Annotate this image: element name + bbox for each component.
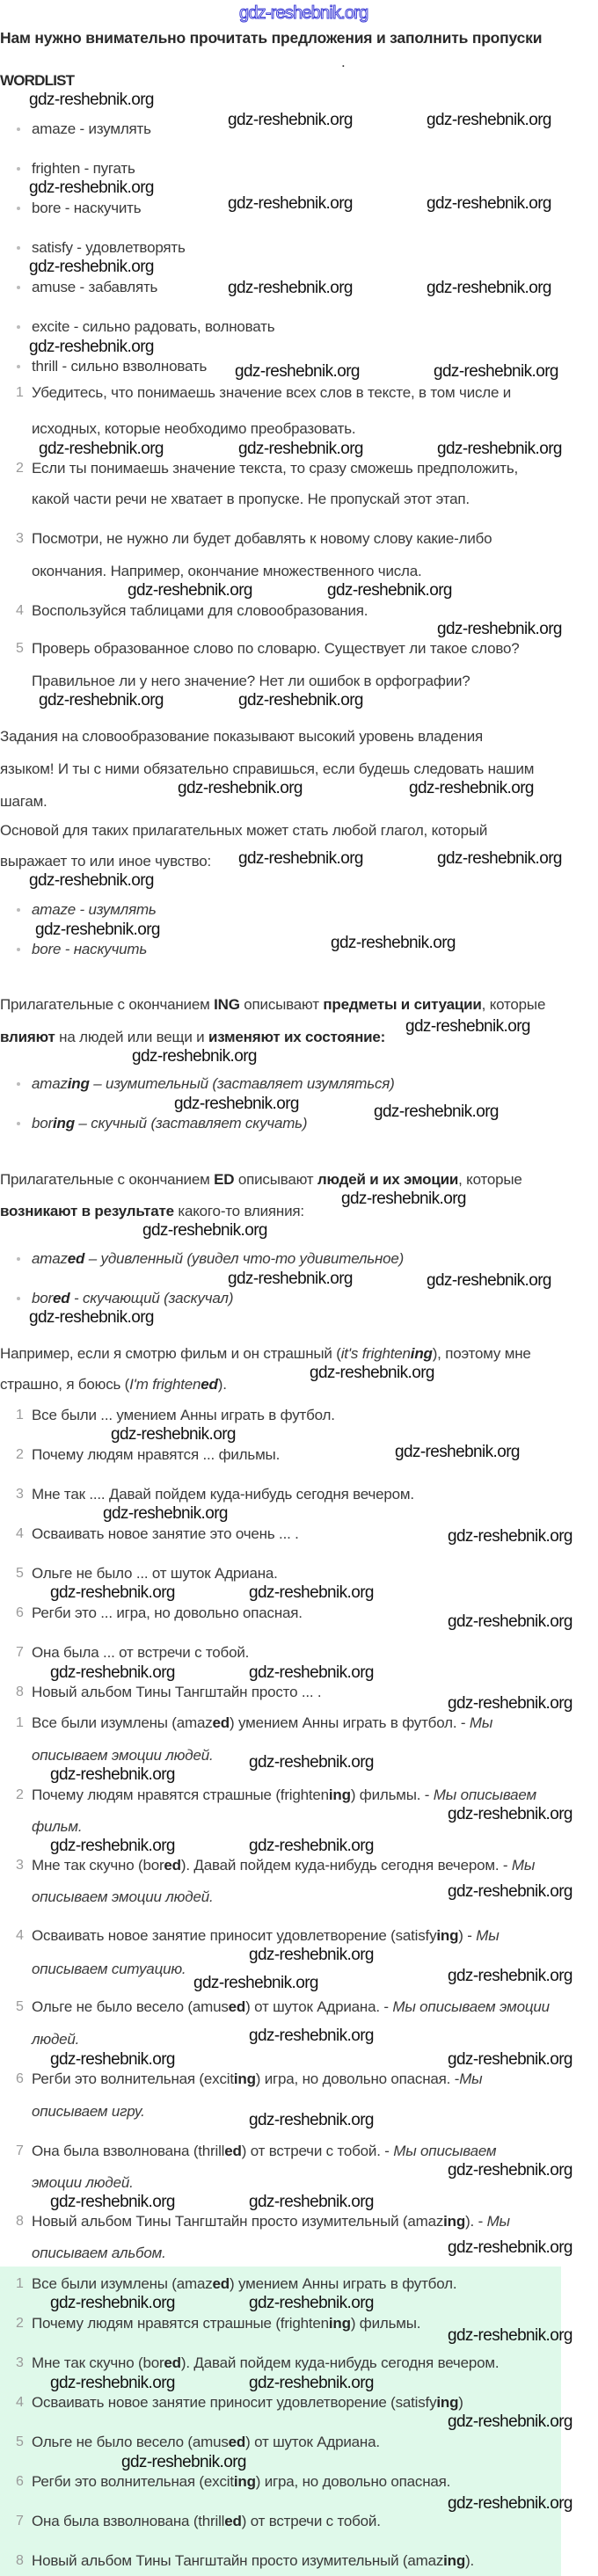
list-number: 2 [16, 2316, 24, 2331]
text-segment: Почему людям нравятся страшные (frighten [32, 2315, 329, 2332]
bullet-icon [17, 365, 20, 368]
list-number: 5 [16, 1566, 24, 1581]
list-number: 2 [16, 1787, 24, 1802]
list-number: 2 [16, 1447, 24, 1462]
list-number: 7 [16, 2514, 24, 2529]
final-answer [32, 2512, 381, 2531]
list-number: 4 [16, 2395, 24, 2410]
text-segment: ING [214, 996, 240, 1013]
text-segment: ing [410, 1345, 433, 1362]
header-watermark-logo: gdz-reshebnik.org [239, 4, 368, 23]
text-segment: Осваивать новое занятие приносит удовлетворение (satisfy [32, 2394, 437, 2411]
watermark-text: gdz-reshebnik.org [142, 1221, 267, 1240]
bullet-icon [17, 207, 20, 210]
watermark-text: gdz-reshebnik.org [409, 779, 534, 797]
text-segment: влияют [0, 1029, 55, 1045]
final-answer [32, 2551, 474, 2571]
text-segment: ed [164, 2354, 181, 2371]
text-segment: людей. [32, 2031, 80, 2048]
text-segment: ed [67, 1250, 85, 1267]
text-segment: на людей или вещи и [55, 1029, 208, 1045]
watermark-text: gdz-reshebnik.org [448, 2494, 572, 2513]
task-item: Регби это ... игра, но довольно опасная. [32, 1605, 303, 1621]
task-item: Все были ... умением Анны играть в футбол. [32, 1407, 335, 1423]
watermark-text: gdz-reshebnik.org [437, 620, 562, 638]
basis-paragraph-line: Основой для таких прилагательных может стать любой глагол, который [0, 822, 488, 839]
text-segment: Мы [476, 1927, 500, 1944]
list-number: 5 [16, 641, 24, 656]
watermark-text: gdz-reshebnik.org [228, 1270, 353, 1288]
watermark-text: gdz-reshebnik.org [50, 1583, 175, 1602]
ed-rule-line [0, 1170, 522, 1190]
text-segment: описывают [234, 1171, 317, 1188]
text-segment: возникают в результате [0, 1203, 174, 1219]
answer-line [32, 2212, 510, 2231]
watermark-text: gdz-reshebnik.org [448, 1612, 572, 1631]
task-item: Осваивать новое занятие это очень ... . [32, 1525, 299, 1542]
answer-line [32, 1888, 214, 1907]
watermark-text: gdz-reshebnik.org [249, 1663, 374, 1682]
list-number: 6 [16, 2474, 24, 2489]
step-text: исходных, которые необходимо преобразовать. [32, 420, 356, 437]
final-answer [32, 2274, 456, 2294]
watermark-text: gdz-reshebnik.org [128, 581, 252, 600]
watermark-text: gdz-reshebnik.org [374, 1102, 499, 1121]
text-segment: Она была взволнована (thrill [32, 2513, 225, 2529]
list-number: 1 [16, 1408, 24, 1423]
list-number: 1 [16, 2276, 24, 2291]
text-segment: Все были изумлены (amaz [32, 1714, 213, 1731]
bullet-icon [17, 1257, 20, 1261]
text-segment: ). [217, 1376, 227, 1393]
ing-example [32, 1114, 307, 1133]
task-item: Ольге не было ... от шуток Адриана. [32, 1565, 278, 1582]
watermark-text: gdz-reshebnik.org [29, 1308, 154, 1327]
bullet-icon [17, 948, 20, 951]
text-segment: ) - [458, 1927, 477, 1944]
page-title: Нам нужно внимательно прочитать предложения и заполнить пропуски [0, 29, 543, 47]
final-answer [32, 2354, 499, 2373]
text-segment: ed [224, 2513, 242, 2529]
watermark-text: gdz-reshebnik.org [249, 2294, 374, 2312]
watermark-text: gdz-reshebnik.org [235, 362, 360, 381]
watermark-text: gdz-reshebnik.org [121, 2453, 246, 2471]
text-segment: Ольге не было весело (amus [32, 2434, 229, 2450]
stray-dot: . [341, 54, 346, 70]
watermark-text: gdz-reshebnik.org [50, 2374, 175, 2392]
list-number: 8 [16, 1685, 24, 1699]
text-segment: ing [233, 2070, 256, 2087]
text-segment: it's frighten [340, 1345, 411, 1362]
answer-line [32, 2244, 166, 2263]
watermark-text: gdz-reshebnik.org [29, 871, 154, 890]
watermark-text: gdz-reshebnik.org [29, 91, 154, 109]
wordlist-item: amuse - забавлять [32, 279, 158, 295]
watermark-text: gdz-reshebnik.org [448, 2161, 572, 2179]
example-paragraph-line [0, 1375, 227, 1394]
answer-line [32, 1997, 550, 2017]
list-number: 4 [16, 1526, 24, 1541]
text-segment: ing [52, 1115, 75, 1132]
ed-example [32, 1249, 404, 1269]
text-segment: ) [458, 2394, 463, 2411]
watermark-text: gdz-reshebnik.org [193, 1974, 318, 1992]
watermark-text: gdz-reshebnik.org [310, 1364, 434, 1382]
step-text: Убедитесь, что понимаешь значение всех слов в тексте, в том числе и [32, 384, 512, 401]
text-segment: Регби это волнительная (excit [32, 2473, 234, 2490]
watermark-text: gdz-reshebnik.org [238, 440, 363, 458]
task-item: Новый альбом Тины Тангштайн просто ... . [32, 1684, 322, 1700]
text-segment: ED [214, 1171, 235, 1188]
list-number: 3 [16, 1487, 24, 1502]
watermark-text: gdz-reshebnik.org [249, 1753, 374, 1772]
text-segment: ), поэтому мне [432, 1345, 531, 1362]
text-segment: ed [164, 1857, 181, 1874]
text-segment: Все были изумлены (amaz [32, 2275, 213, 2292]
bullet-icon [17, 325, 20, 329]
final-answer [32, 2433, 380, 2452]
text-segment: ) игра, но довольно опасная. - [255, 2070, 460, 2087]
bullet-icon [17, 167, 20, 171]
text-segment: Прилагательные с окончанием [0, 996, 215, 1013]
text-segment: ed [212, 2275, 230, 2292]
wordlist-item: frighten - пугать [32, 160, 135, 177]
watermark-text: gdz-reshebnik.org [50, 2193, 175, 2211]
final-answer [32, 2393, 463, 2412]
verb-item: amaze - изумлять [32, 901, 157, 918]
watermark-text: gdz-reshebnik.org [448, 1967, 572, 1985]
text-segment: Мы [459, 2070, 483, 2087]
list-number: 7 [16, 2143, 24, 2158]
watermark-text: gdz-reshebnik.org [29, 338, 154, 356]
list-number: 5 [16, 1999, 24, 2014]
watermark-text: gdz-reshebnik.org [448, 1527, 572, 1546]
task-item: Мне так .... Давай пойдем куда-нибудь сегодня вечером. [32, 1486, 414, 1503]
text-segment: эмоции людей. [32, 2174, 134, 2191]
text-segment: ing [328, 1786, 351, 1803]
answer-line [32, 1926, 500, 1946]
text-segment: ing [436, 2394, 459, 2411]
watermark-text: gdz-reshebnik.org [327, 581, 452, 600]
watermark-text: gdz-reshebnik.org [448, 2326, 572, 2345]
answer-line [32, 2173, 134, 2193]
text-segment: Мы описываем эмоции [392, 1998, 550, 2015]
watermark-text: gdz-reshebnik.org [437, 440, 562, 458]
text-segment: ed [212, 1714, 230, 1731]
text-segment: ) от шуток Адриана. [245, 2434, 380, 2450]
text-segment: ) фильмы. - [350, 1786, 434, 1803]
list-number: 5 [16, 2434, 24, 2449]
step-text: Если ты понимаешь значение текста, то сразу сможешь предположить, [32, 460, 519, 477]
watermark-text: gdz-reshebnik.org [448, 2050, 572, 2069]
answer-line [32, 2070, 482, 2089]
intro-paragraph-line: шагам. [0, 793, 47, 810]
text-segment: описываем альбом. [32, 2245, 166, 2261]
watermark-text: gdz-reshebnik.org [39, 440, 164, 458]
wordlist-item: excite - сильно радовать, волновать [32, 318, 275, 335]
list-number: 8 [16, 2553, 24, 2568]
watermark-text: gdz-reshebnik.org [437, 849, 562, 868]
watermark-text: gdz-reshebnik.org [427, 111, 551, 129]
watermark-text: gdz-reshebnik.org [238, 691, 363, 709]
ed-example [32, 1289, 233, 1308]
text-segment: – изумительный (заставляет изумляться) [89, 1075, 395, 1092]
watermark-text: gdz-reshebnik.org [50, 2050, 175, 2069]
text-segment: Мы [486, 2213, 510, 2230]
text-segment: ing [443, 2213, 466, 2230]
text-segment: Почему людям нравятся страшные (frighten [32, 1786, 329, 1803]
text-segment: Мне так скучно (bor [32, 1857, 164, 1874]
verb-item: bore - наскучить [32, 941, 148, 957]
watermark-text: gdz-reshebnik.org [228, 279, 353, 297]
text-segment: ) умением Анны играть в футбол. [230, 2275, 457, 2292]
text-segment: bor [32, 1115, 53, 1132]
text-segment: фильм. [32, 1818, 83, 1835]
text-segment: , которые [481, 996, 546, 1013]
watermark-text: gdz-reshebnik.org [228, 194, 353, 213]
basis-paragraph-line: выражает то или иное чувство: [0, 853, 212, 870]
text-segment: ed [224, 2143, 242, 2159]
list-number: 1 [16, 1715, 24, 1730]
watermark-text: gdz-reshebnik.org [448, 1694, 572, 1713]
list-number: 4 [16, 1928, 24, 1943]
text-segment: изменяют их состояние: [208, 1029, 386, 1045]
text-segment: ing [436, 1927, 459, 1944]
answer-line [32, 1786, 536, 1805]
watermark-text: gdz-reshebnik.org [50, 1837, 175, 1855]
text-segment: Новый альбом Тины Тангштайн просто изумительный (amaz [32, 2552, 444, 2569]
answer-line [32, 2030, 79, 2049]
wordlist-item: thrill - сильно взволновать [32, 358, 208, 375]
watermark-text: gdz-reshebnik.org [238, 849, 363, 868]
final-answer [32, 2472, 450, 2492]
text-segment: amaz [32, 1250, 68, 1267]
answer-line [32, 2142, 496, 2161]
text-segment: – удивленный (увидел что-то удивительное) [84, 1250, 405, 1267]
watermark-text: gdz-reshebnik.org [427, 279, 551, 297]
ing-rule-line [0, 995, 545, 1015]
step-text: Посмотри, не нужно ли будет добавлять к новому слову какие-либо [32, 530, 492, 547]
text-segment: ) умением Анны играть в футбол. - [230, 1714, 470, 1731]
text-segment: Мы [469, 1714, 493, 1731]
task-item: Почему людям нравятся ... фильмы. [32, 1446, 281, 1463]
text-segment: ). Давай пойдем куда-нибудь сегодня вечером. - [180, 1857, 512, 1874]
text-segment: ing [443, 2552, 466, 2569]
text-segment: ed [228, 2434, 246, 2450]
text-segment: Новый альбом Тины Тангштайн просто изумительный (amaz [32, 2213, 444, 2230]
text-segment: ). [465, 2552, 475, 2569]
final-answer [32, 2314, 420, 2333]
list-number: 7 [16, 1645, 24, 1660]
watermark-text: gdz-reshebnik.org [178, 779, 303, 797]
watermark-text: gdz-reshebnik.org [434, 362, 558, 381]
watermark-text: gdz-reshebnik.org [249, 2374, 374, 2392]
text-segment: ) от встречи с тобой. - [241, 2143, 394, 2159]
list-number: 3 [16, 531, 24, 546]
text-segment: описываем игру. [32, 2103, 145, 2120]
answer-line [32, 1714, 492, 1733]
ed-rule-line [0, 1202, 304, 1221]
wordlist-item: satisfy - удовлетворять [32, 239, 186, 256]
intro-paragraph-line: языком! И ты с ними обязательно справишься, если будешь следовать нашим [0, 760, 535, 777]
text-segment: ed [228, 1998, 246, 2015]
text-segment: людей и их эмоции [317, 1171, 459, 1188]
intro-paragraph-line: Задания на словообразование показывают высокий уровень владения [0, 728, 483, 745]
answer-line [32, 1856, 535, 1875]
watermark-text: gdz-reshebnik.org [249, 2111, 374, 2129]
text-segment: описываем эмоции людей. [32, 1888, 214, 1905]
text-segment: Регби это волнительная (excit [32, 2070, 234, 2087]
watermark-text: gdz-reshebnik.org [111, 1425, 236, 1444]
text-segment: – скучный (заставляет скучать) [74, 1115, 308, 1132]
text-segment: страшно, я боюсь ( [0, 1376, 130, 1393]
step-text: Проверь образованное слово по словарю. Существует ли такое слово? [32, 640, 520, 657]
text-segment: bor [32, 1290, 53, 1306]
text-segment: , которые [458, 1171, 522, 1188]
bullet-icon [17, 1297, 20, 1300]
text-segment: описываем ситуацию. [32, 1961, 186, 1977]
bullet-icon [17, 908, 20, 912]
ing-example [32, 1074, 395, 1094]
list-number: 3 [16, 2355, 24, 2370]
text-segment: I'm frighten [129, 1376, 201, 1393]
watermark-text: gdz-reshebnik.org [427, 194, 551, 213]
text-segment: Она была взволнована (thrill [32, 2143, 225, 2159]
text-segment: amaz [32, 1075, 68, 1092]
watermark-text: gdz-reshebnik.org [249, 1946, 374, 1964]
answer-line [32, 2102, 145, 2121]
text-segment: Прилагательные с окончанием [0, 1171, 215, 1188]
wordlist-item: amaze - изумлять [32, 120, 151, 137]
text-segment: ). - [465, 2213, 487, 2230]
watermark-text: gdz-reshebnik.org [50, 2294, 175, 2312]
answer-line [32, 1960, 186, 1979]
watermark-text: gdz-reshebnik.org [174, 1095, 299, 1113]
watermark-text: gdz-reshebnik.org [29, 258, 154, 276]
watermark-text: gdz-reshebnik.org [405, 1017, 530, 1036]
text-segment: ed [52, 1290, 70, 1306]
list-number: 6 [16, 1605, 24, 1620]
ing-rule-line [0, 1028, 385, 1047]
example-paragraph-line [0, 1344, 531, 1364]
watermark-text: gdz-reshebnik.org [249, 2193, 374, 2211]
text-segment: описывают [239, 996, 324, 1013]
watermark-text: gdz-reshebnik.org [249, 1837, 374, 1855]
watermark-text: gdz-reshebnik.org [448, 1805, 572, 1823]
watermark-text: gdz-reshebnik.org [427, 1271, 551, 1290]
bullet-icon [17, 286, 20, 289]
text-segment: Ольге не было весело (amus [32, 1998, 229, 2015]
text-segment: Мы [511, 1857, 536, 1874]
text-segment: Например, если я смотрю фильм и он страшный ( [0, 1345, 341, 1362]
wordlist-item: bore - наскучить [32, 200, 142, 216]
watermark-text: gdz-reshebnik.org [132, 1047, 257, 1066]
watermark-text: gdz-reshebnik.org [29, 178, 154, 197]
step-text: Правильное ли у него значение? Нет ли ошибок в орфографии? [32, 673, 470, 689]
wordlist-heading: WORDLIST [0, 72, 75, 89]
watermark-text: gdz-reshebnik.org [50, 1765, 175, 1784]
bullet-icon [17, 1122, 20, 1125]
watermark-text: gdz-reshebnik.org [249, 1583, 374, 1602]
watermark-text: gdz-reshebnik.org [228, 111, 353, 129]
list-number: 3 [16, 1858, 24, 1873]
bullet-icon [17, 127, 20, 131]
step-text: Воспользуйся таблицами для словообразования. [32, 602, 368, 619]
watermark-text: gdz-reshebnik.org [448, 2412, 572, 2431]
text-segment: ). Давай пойдем куда-нибудь сегодня вечером. [180, 2354, 500, 2371]
text-segment: Мне так скучно (bor [32, 2354, 164, 2371]
text-segment: ) игра, но довольно опасная. [255, 2473, 451, 2490]
text-segment: Мы описываем [433, 1786, 536, 1803]
text-segment: ing [328, 2315, 351, 2332]
watermark-text: gdz-reshebnik.org [448, 2238, 572, 2257]
list-number: 6 [16, 2071, 24, 2086]
list-number: 8 [16, 2214, 24, 2229]
watermark-text: gdz-reshebnik.org [50, 1663, 175, 1682]
text-segment: ed [201, 1376, 218, 1393]
text-segment: - скучающий (заскучал) [69, 1290, 234, 1306]
text-segment: описываем эмоции людей. [32, 1747, 214, 1764]
text-segment: какого-то влияния: [173, 1203, 304, 1219]
watermark-text: gdz-reshebnik.org [103, 1504, 228, 1523]
text-segment: предметы и ситуации [323, 996, 482, 1013]
watermark-text: gdz-reshebnik.org [395, 1443, 520, 1461]
watermark-text: gdz-reshebnik.org [35, 921, 160, 939]
text-segment: ) фильмы. [350, 2315, 421, 2332]
list-number: 4 [16, 603, 24, 618]
text-segment: ing [233, 2473, 256, 2490]
answer-line [32, 1746, 214, 1765]
bullet-icon [17, 1082, 20, 1086]
watermark-text: gdz-reshebnik.org [39, 691, 164, 709]
task-item: Она была ... от встречи с тобой. [32, 1644, 250, 1661]
watermark-text: gdz-reshebnik.org [341, 1190, 466, 1208]
text-segment: Мы описываем [393, 2143, 497, 2159]
list-number: 1 [16, 385, 24, 400]
watermark-text: gdz-reshebnik.org [331, 934, 456, 952]
step-text: окончания. Например, окончание множественного числа. [32, 563, 422, 579]
list-number: 2 [16, 461, 24, 476]
text-segment: ing [67, 1075, 90, 1092]
text-segment: ) от шуток Адриана. - [245, 1998, 393, 2015]
text-segment: Осваивать новое занятие приносит удовлетворение (satisfy [32, 1927, 437, 1944]
text-segment: ) от встречи с тобой. [241, 2513, 381, 2529]
bullet-icon [17, 246, 20, 250]
watermark-text: gdz-reshebnik.org [448, 1882, 572, 1901]
watermark-text: gdz-reshebnik.org [249, 2027, 374, 2045]
answer-line [32, 1817, 82, 1837]
step-text: какой части речи не хватает в пропуске. Не пропускай этот этап. [32, 491, 470, 507]
